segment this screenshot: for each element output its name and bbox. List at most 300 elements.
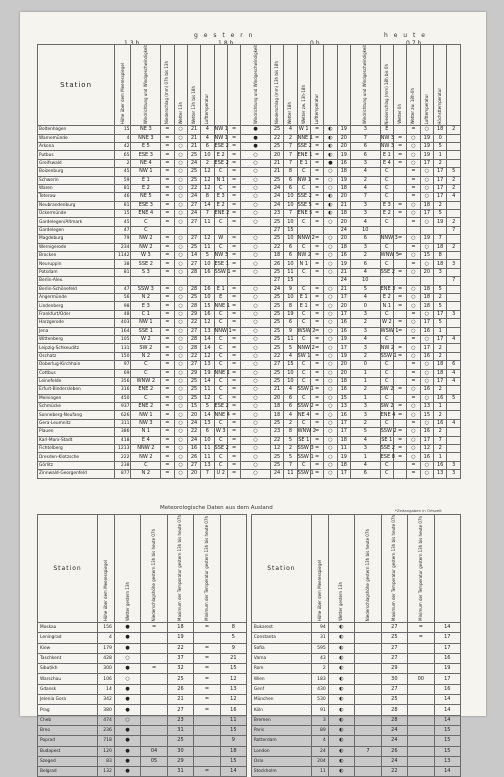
- weather-value-cell: 19: [337, 352, 350, 360]
- weather-value-cell: 0: [350, 302, 380, 310]
- abroad-value-cell: ●: [114, 705, 140, 715]
- weather-value-cell: 5: [447, 168, 461, 176]
- weather-value-cell: ○: [174, 369, 187, 377]
- abroad-station-altitude: 718: [98, 736, 115, 746]
- weather-value-cell: =: [227, 461, 240, 469]
- weather-value-cell: ○: [174, 176, 187, 184]
- station-altitude: 4: [115, 134, 131, 142]
- station-altitude: 418: [115, 436, 131, 444]
- heute-label: h e u t e: [384, 32, 427, 39]
- h0-column-header: [407, 45, 420, 126]
- weather-value-cell: [393, 218, 406, 226]
- abroad-station-altitude: 474: [98, 715, 115, 725]
- weather-value-cell: S 3: [131, 268, 161, 276]
- weather-value-cell: ○: [324, 445, 337, 453]
- weather-value-cell: 27: [187, 260, 200, 268]
- weather-value-cell: 0: [350, 361, 380, 369]
- weather-value-cell: 25: [270, 142, 283, 150]
- weather-value-cell: 6: [284, 319, 297, 327]
- station-row: [38, 319, 461, 327]
- abroad-value-cell: 12: [220, 695, 246, 705]
- weather-value-cell: =: [310, 403, 323, 411]
- weather-value-cell: 25: [187, 293, 200, 301]
- weather-value-cell: ○: [324, 235, 337, 243]
- weather-value-cell: ESE 2: [214, 159, 229, 166]
- weather-value-cell: ○: [420, 218, 433, 226]
- abroad-value-cell: 30: [381, 674, 407, 684]
- abroad-value-cell: [408, 684, 434, 694]
- weather-value-cell: =: [161, 310, 174, 318]
- abroad-station-name: Wien: [251, 674, 311, 684]
- weather-value-cell: NNE 4: [214, 411, 230, 418]
- weather-value-cell: 16: [420, 453, 433, 461]
- weather-value-cell: 18: [420, 285, 433, 293]
- abroad-value-cell: 29: [167, 756, 193, 766]
- abroad-value-cell: 19: [434, 664, 460, 674]
- g13-column-header: [161, 45, 174, 126]
- station-altitude: 105: [115, 335, 131, 343]
- weather-value-cell: E 2: [380, 293, 393, 301]
- weather-value-cell: ○: [324, 285, 337, 293]
- weather-value-cell: 12: [201, 394, 214, 402]
- weather-value-cell: 5: [201, 252, 214, 260]
- weather-value-cell: 3: [350, 327, 380, 335]
- weather-value-cell: 3: [350, 310, 380, 318]
- weather-value-cell: C: [380, 260, 393, 268]
- station-row: [38, 235, 461, 243]
- weather-value-cell: 24: [270, 201, 283, 209]
- abroad-value-cell: [408, 736, 434, 746]
- station-altitude: 238: [115, 461, 131, 469]
- abroad-column-label: Minimum der Temperatur gestern 13h bis heute 07h: [203, 516, 209, 621]
- weather-value-cell: =: [407, 335, 420, 343]
- abroad-value-cell: ◐: [328, 705, 354, 715]
- abroad-station-name: Prag: [38, 705, 98, 715]
- weather-value-cell: 2: [350, 352, 380, 360]
- weather-value-cell: SSE 2: [131, 260, 161, 268]
- weather-value-cell: 20: [337, 302, 350, 310]
- weather-value-cell: 1: [434, 453, 447, 461]
- weather-value-cell: ○: [174, 243, 187, 251]
- weather-value-cell: 10: [284, 377, 297, 385]
- abroad-station-altitude: 106: [98, 674, 115, 684]
- weather-value-cell: [447, 327, 461, 335]
- weather-value-cell: ○: [241, 268, 271, 276]
- abroad-value-cell: 11: [220, 715, 246, 725]
- station-altitude: 98: [115, 302, 131, 310]
- station-altitude: 48: [115, 310, 131, 318]
- weather-value-cell: 8: [284, 428, 297, 436]
- weather-value-cell: C: [131, 361, 161, 369]
- h0-column-label: Niederschlag (mm) 18h bis 0h: [383, 63, 389, 125]
- weather-value-cell: 13: [337, 403, 350, 411]
- weather-value-cell: 10: [201, 293, 214, 301]
- weather-value-cell: =: [161, 453, 174, 461]
- weather-value-cell: =: [161, 377, 174, 385]
- weather-value-cell: E 5: [131, 142, 161, 150]
- weather-value-cell: 4: [350, 268, 380, 276]
- station-name: Gera-Leumnitz: [38, 419, 115, 427]
- weather-value-cell: 25: [270, 419, 283, 427]
- weather-value-cell: 7: [201, 210, 214, 218]
- weather-value-cell: C: [297, 335, 310, 343]
- weather-value-cell: =: [310, 235, 323, 243]
- abroad-value-cell: ●: [114, 756, 140, 766]
- weather-value-cell: 19: [420, 134, 433, 142]
- weather-value-cell: =: [227, 352, 240, 360]
- weather-value-cell: ●: [241, 142, 271, 150]
- weather-value-cell: 18: [434, 243, 447, 251]
- weather-value-cell: NW 1: [131, 411, 161, 419]
- abroad-value-cell: 22: [381, 767, 407, 777]
- weather-value-cell: 2: [350, 419, 380, 427]
- weather-value-cell: [447, 285, 461, 293]
- station-name: Neubrandenburg: [38, 201, 115, 209]
- weather-value-cell: 14: [201, 377, 214, 385]
- weather-value-cell: ○: [407, 453, 420, 461]
- station-altitude: 69: [115, 369, 131, 377]
- weather-value-cell: 13: [434, 470, 447, 478]
- weather-value-cell: N 2: [131, 352, 161, 360]
- weather-value-cell: ○: [407, 268, 420, 276]
- weather-value-cell: 2: [434, 428, 447, 436]
- weather-value-cell: 2: [434, 445, 447, 453]
- weather-value-cell: 6: [284, 403, 297, 411]
- weather-value-cell: NNW 3: [380, 235, 398, 242]
- weather-value-cell: ○: [241, 151, 271, 159]
- abroad-row: [38, 705, 461, 715]
- weather-value-cell: SSW 1: [297, 470, 314, 477]
- weather-value-cell: ○: [241, 352, 271, 360]
- weather-value-cell: 16: [201, 268, 214, 276]
- weather-value-cell: SW 1: [297, 352, 311, 359]
- weather-value-cell: 25: [270, 218, 283, 226]
- weather-value-cell: =: [393, 344, 406, 352]
- weather-value-cell: 15: [284, 226, 297, 234]
- station-row: [38, 260, 461, 268]
- weather-value-cell: [393, 193, 406, 201]
- station-altitude: 937: [115, 403, 131, 411]
- weather-value-cell: [393, 377, 406, 385]
- abroad-value-cell: 00: [408, 674, 434, 684]
- h0-column-label: Lufttemperatur: [423, 93, 429, 125]
- weather-value-cell: ○: [174, 126, 187, 134]
- abroad-column-label: Niederschlagshöhe gestern 13h bis heute 07h: [364, 528, 370, 621]
- weather-value-cell: SW 2: [131, 344, 161, 352]
- abroad-value-cell: ◐: [328, 715, 354, 725]
- weather-value-cell: 4: [284, 352, 297, 360]
- weather-value-cell: =: [393, 293, 406, 301]
- abroad-value-cell: =: [141, 623, 167, 633]
- station-name: Berlin-Schönefeld: [38, 285, 115, 293]
- weather-value-cell: E: [214, 293, 227, 301]
- weather-value-cell: ○: [241, 184, 271, 192]
- weather-value-cell: [161, 277, 174, 285]
- weather-value-cell: =: [310, 377, 323, 385]
- weather-value-cell: =: [310, 168, 323, 176]
- weather-value-cell: C: [214, 335, 227, 343]
- abroad-value-cell: =: [194, 664, 220, 674]
- g13-column-header: [214, 45, 227, 126]
- weather-value-cell: ○: [174, 327, 187, 335]
- weather-value-cell: 13: [420, 403, 433, 411]
- weather-value-cell: ○: [407, 285, 420, 293]
- weather-value-cell: ◐: [324, 210, 337, 218]
- weather-value-cell: 16: [337, 411, 350, 419]
- station-row: [38, 461, 461, 469]
- weather-value-cell: NE 3: [131, 126, 161, 134]
- weather-value-cell: 28: [187, 285, 200, 293]
- abroad-station-altitude: 24: [311, 746, 328, 756]
- abroad-title: Meteorologische Daten aus dem Ausland: [160, 505, 273, 511]
- weather-value-cell: 16: [337, 386, 350, 394]
- abroad-value-cell: 16: [220, 705, 246, 715]
- weather-value-cell: WNW 2: [131, 377, 161, 385]
- abroad-row: [38, 653, 461, 663]
- station-name: Teterow: [38, 193, 115, 201]
- abroad-value-cell: [408, 756, 434, 766]
- weather-value-cell: 17: [337, 293, 350, 301]
- weather-value-cell: =: [227, 394, 240, 402]
- abroad-value-cell: =: [194, 674, 220, 684]
- weather-value-cell: C: [380, 310, 393, 318]
- abroad-value-cell: 25: [167, 674, 193, 684]
- hour-07-label: 07h: [406, 40, 424, 47]
- weather-value-cell: 28: [187, 302, 200, 310]
- abroad-value-cell: [141, 715, 167, 725]
- station-altitude: 79: [115, 235, 131, 243]
- weather-value-cell: 11: [284, 470, 297, 478]
- weather-value-cell: ○: [241, 436, 271, 444]
- station-row: [38, 419, 461, 427]
- weather-value-cell: 19: [337, 151, 350, 159]
- weather-value-cell: [297, 277, 310, 285]
- weather-value-cell: 16: [337, 327, 350, 335]
- weather-value-cell: 4: [350, 184, 380, 192]
- weather-value-cell: =: [227, 403, 240, 411]
- weather-value-cell: =: [161, 411, 174, 419]
- weather-value-cell: =: [227, 243, 240, 251]
- weather-value-cell: ○: [241, 235, 271, 243]
- weather-value-cell: 4: [447, 377, 461, 385]
- abroad-row: [38, 767, 461, 777]
- weather-value-cell: 25: [187, 394, 200, 402]
- weather-value-cell: 11: [201, 386, 214, 394]
- weather-value-cell: N 2: [131, 293, 161, 301]
- abroad-station-name: Moskau: [38, 623, 98, 633]
- weather-value-cell: 25: [187, 176, 200, 184]
- weather-value-cell: 21: [270, 159, 283, 167]
- weather-value-cell: 25: [187, 168, 200, 176]
- weather-value-cell: ○: [324, 184, 337, 192]
- abroad-value-cell: 24: [381, 725, 407, 735]
- weather-value-cell: 17: [337, 344, 350, 352]
- weather-value-cell: C: [297, 361, 310, 369]
- weather-value-cell: 25: [187, 243, 200, 251]
- weather-value-cell: 25: [270, 176, 283, 184]
- weather-value-cell: 26: [187, 453, 200, 461]
- h0-column-header: [420, 45, 433, 126]
- weather-value-cell: =: [227, 235, 240, 243]
- station-altitude: 45: [115, 168, 131, 176]
- weather-value-cell: ENE 4: [380, 411, 396, 418]
- station-row: [38, 293, 461, 301]
- weather-value-cell: [393, 470, 406, 478]
- weather-value-cell: NE 4: [131, 159, 161, 167]
- weather-value-cell: NNE 1: [297, 134, 313, 141]
- weather-value-cell: 18: [420, 302, 433, 310]
- weather-value-cell: ○: [174, 218, 187, 226]
- abroad-value-cell: [355, 715, 381, 725]
- abroad-station-name: Constanta: [251, 633, 311, 643]
- weather-value-cell: 21: [187, 126, 200, 134]
- weather-value-cell: =: [227, 319, 240, 327]
- weather-value-cell: [227, 277, 240, 285]
- weather-value-cell: 24: [337, 277, 350, 285]
- weather-value-cell: [447, 268, 461, 276]
- weather-value-cell: ○: [174, 419, 187, 427]
- weather-value-cell: 29: [187, 369, 200, 377]
- weather-value-cell: N 2: [131, 470, 161, 478]
- abroad-row: [38, 725, 461, 735]
- abroad-station-name: Budapest: [38, 746, 98, 756]
- weather-value-cell: ○: [174, 142, 187, 150]
- weather-value-cell: 20: [337, 134, 350, 142]
- weather-value-cell: =: [310, 344, 323, 352]
- weather-value-cell: SSE 2: [380, 269, 395, 275]
- weather-value-cell: 6: [284, 252, 297, 260]
- abroad-value-cell: [194, 715, 220, 725]
- weather-value-cell: ○: [241, 193, 271, 201]
- weather-value-cell: SSW 1: [297, 453, 314, 460]
- weather-value-cell: ○: [174, 168, 187, 176]
- weather-value-cell: [393, 369, 406, 377]
- weather-value-cell: [227, 226, 240, 234]
- station-altitude: 46: [115, 193, 131, 201]
- abroad-value-cell: 21: [167, 695, 193, 705]
- abroad-station-name: Oslo: [251, 756, 311, 766]
- weather-value-cell: C: [214, 310, 227, 318]
- weather-value-cell: ○: [420, 260, 433, 268]
- abroad-station-altitude: 43: [311, 653, 328, 663]
- g13-column-header: [187, 45, 200, 126]
- weather-value-cell: [187, 226, 200, 234]
- g13-column-label: Windrichtung und Windgeschwindigkeit: [142, 45, 148, 125]
- abroad-station-name: Jelenia Gora: [38, 695, 98, 705]
- weather-value-cell: =: [393, 285, 406, 293]
- weather-value-cell: C: [297, 168, 310, 176]
- weather-value-cell: 24: [270, 470, 283, 478]
- weather-value-cell: 10: [284, 369, 297, 377]
- weather-value-cell: 1: [434, 403, 447, 411]
- weather-value-cell: 16: [434, 394, 447, 402]
- abroad-value-cell: 14: [220, 767, 246, 777]
- weather-value-cell: 4: [447, 369, 461, 377]
- weather-value-cell: ○: [324, 470, 337, 478]
- abroad-column-header: [141, 515, 167, 623]
- weather-value-cell: =: [310, 386, 323, 394]
- abroad-column-header: [167, 515, 193, 623]
- abroad-station-name: Köln: [251, 705, 311, 715]
- station-name: Leinefelde: [38, 377, 115, 385]
- weather-value-cell: [447, 403, 461, 411]
- weather-value-cell: 13: [201, 461, 214, 469]
- weather-value-cell: =: [161, 184, 174, 192]
- abroad-station-name: Kiew: [38, 643, 98, 653]
- abroad-value-cell: ●: [114, 695, 140, 705]
- station-name: Putbus: [38, 151, 115, 159]
- abroad-station-altitude: 132: [98, 767, 115, 777]
- weather-value-cell: E 1: [297, 159, 310, 167]
- weather-value-cell: 17: [434, 377, 447, 385]
- weather-value-cell: [447, 411, 461, 419]
- weather-value-cell: 27: [187, 201, 200, 209]
- station-name: Schmücke: [38, 403, 115, 411]
- weather-value-cell: 6: [350, 260, 380, 268]
- abroad-value-cell: 27: [381, 653, 407, 663]
- abroad-value-cell: 24: [381, 756, 407, 766]
- abroad-row: [38, 695, 461, 705]
- hour-13-label: 13h: [124, 40, 142, 47]
- weather-value-cell: 18: [270, 252, 283, 260]
- weather-value-cell: ESE 3: [131, 151, 161, 159]
- weather-value-cell: ○: [324, 377, 337, 385]
- station-name: Brocken: [38, 252, 115, 260]
- weather-value-cell: ○: [420, 335, 433, 343]
- station-altitude: 81: [115, 268, 131, 276]
- weather-value-cell: ◐: [324, 126, 337, 134]
- station-row: [38, 369, 461, 377]
- station-name: Frankfurt/Oder: [38, 310, 115, 318]
- abroad-station-name: Poprad: [38, 736, 98, 746]
- weather-value-cell: =: [161, 260, 174, 268]
- weather-value-cell: 2: [201, 159, 214, 167]
- weather-value-cell: 24: [270, 184, 283, 192]
- weather-value-cell: 2: [434, 411, 447, 419]
- weather-value-cell: 18: [434, 260, 447, 268]
- weather-value-cell: C: [131, 226, 161, 234]
- abroad-station-altitude: 89: [311, 725, 328, 735]
- weather-value-cell: ESE 3: [131, 201, 161, 209]
- station-name: Görlitz: [38, 461, 115, 469]
- domestic-header-row: [38, 45, 461, 126]
- weather-value-cell: =: [161, 470, 174, 478]
- weather-value-cell: 10: [284, 293, 297, 301]
- abroad-value-cell: 29: [381, 664, 407, 674]
- weather-value-cell: ○: [241, 386, 271, 394]
- station-row: [38, 193, 461, 201]
- abroad-value-cell: ●: [114, 725, 140, 735]
- station-altitude: 356: [115, 377, 131, 385]
- domestic-weather-table: [37, 44, 461, 479]
- weather-value-cell: 2: [447, 218, 461, 226]
- g13-column-label: Wetter 13h: [177, 101, 183, 125]
- station-row: [38, 310, 461, 318]
- weather-value-cell: 17: [434, 310, 447, 318]
- weather-value-cell: ○: [324, 394, 337, 402]
- weather-value-cell: 2: [350, 386, 380, 394]
- station-name: Schwerin: [38, 176, 115, 184]
- weather-value-cell: =: [310, 126, 323, 134]
- abroad-column-label: Niederschlagshöhe gestern 13h bis heute 07h: [151, 528, 157, 621]
- weather-value-cell: [201, 226, 214, 234]
- weather-value-cell: 11: [201, 445, 214, 453]
- weather-value-cell: ○: [420, 419, 433, 427]
- weather-value-cell: 28: [187, 335, 200, 343]
- weather-value-cell: 21: [270, 168, 283, 176]
- weather-value-cell: ○: [174, 210, 187, 218]
- weather-value-cell: 25: [270, 377, 283, 385]
